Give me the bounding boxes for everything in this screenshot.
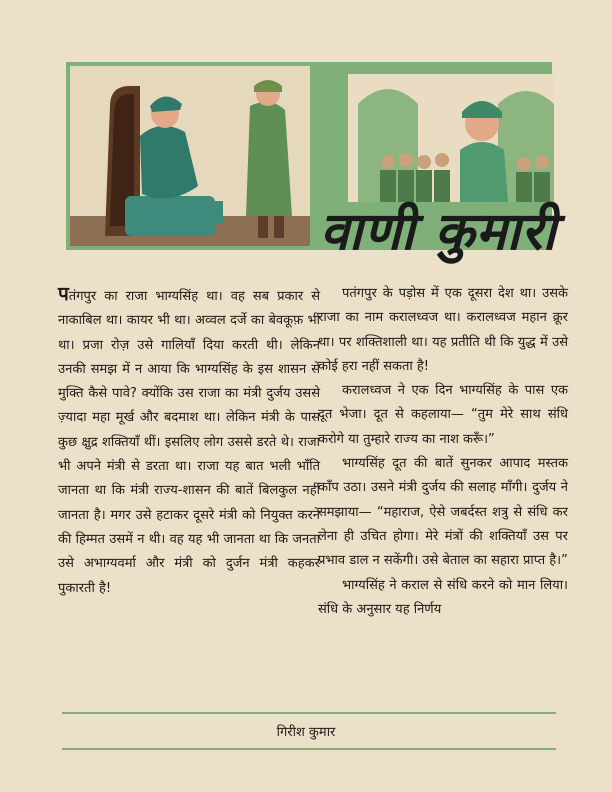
footer-rule-top	[62, 712, 556, 714]
dropcap-letter: प	[58, 283, 69, 305]
left-paragraph-1	[58, 282, 320, 601]
left-paragraph-1-text: तंगपुर का राजा भाग्यसिंह था। वह सब प्रकार से नाकाबिल था। कायर भी था। अव्वल दर्जे का बेवकूफ़ भी था। प्रजा रोज़ उसे गालियाँ दिया करती थी। लेकिन उनकी समझ में न आया कि भाग्यसिंह के इस शासन से मुक्ति कैसे पावे? क्योंकि उस राजा का मंत्री दुर्जय उससे ज़्यादा महा मूर्ख और बदमाश था। लेकिन मंत्री के पास कुछ क्षुद्र शक्तियाँ थीं। इसलिए लोग उससे डरते थे। राजा भी अपने मंत्री से डरता था। राजा यह बात भली भाँति जानता था कि मंत्री राज्य-शासन की बातें बिलकुल नहीं जानता है। मगर उसे हटाकर दूसरे मंत्री को नियुक्त करने की हिम्मत उसमें न थी। वह यह भी जानता था कि जनता उसे अभाग्यवर्मा और मंत्री को दुर्जन मंत्री कहकर पुकारती है!	[58, 289, 320, 596]
illustration-king-and-minister	[70, 66, 310, 246]
left-column	[58, 282, 320, 601]
right-paragraph-2: करालध्वज ने एक दिन भाग्यसिंह के पास एक दूत भेजा। दूत से कहलाया— “तुम मेरे साथ संधि करोगे या तुम्हारे राज्य का नाश करूँ।”	[318, 383, 568, 447]
right-paragraph-1: पतंगपुर के पड़ोस में एक दूसरा देश था। उसके राजा का नाम करालध्वज था। करालध्वज महान क्रूर था। पर शक्तिशाली था। यह प्रतीति थी कि युद्ध में उसे कोई हरा नहीं सकता है!	[318, 286, 568, 374]
author-byline: गिरीश कुमार	[276, 725, 336, 740]
right-column	[318, 282, 568, 622]
courtiers-drawing	[348, 74, 554, 202]
right-paragraph-3: भाग्यसिंह दूत की बातें सुनकर आपाद मस्तक काँप उठा। उसने मंत्री दुर्जय की सलाह माँगी। दुर्जय ने समझाया— “महाराज, ऐसे जबर्दस्त शत्रु से संधि कर लेना ही उचित होगा। मेरे मंत्रों की शक्तियाँ उस पर प्रभाव डाल न सकेंगी। उसे बेताल का सहारा प्राप्त है।”	[318, 456, 568, 569]
illustration-courtiers	[348, 74, 554, 202]
title-block	[314, 196, 574, 268]
king-minister-drawing	[70, 66, 310, 246]
story-title: वाणी कुमारी	[320, 201, 557, 262]
footer-rule-bottom	[62, 748, 556, 750]
right-paragraph-4: भाग्यसिंह ने कराल से संधि करने को मान लिया। संधि के अनुसार यह निर्णय	[318, 577, 568, 617]
